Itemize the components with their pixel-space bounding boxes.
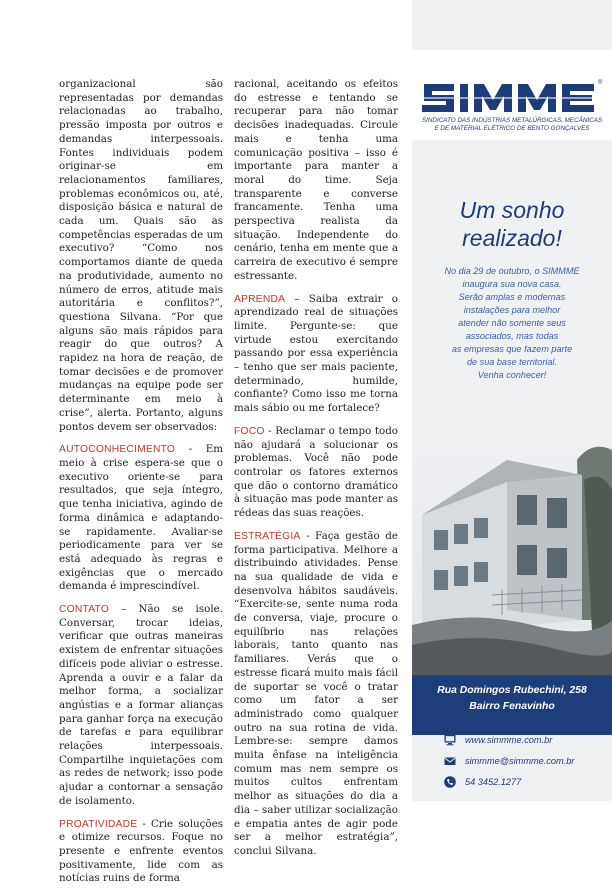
paragraph-contato: CONTATO – Não se isole. Conversar, trocar ideias, verificar que outras maneiras existem de enfrentar situações difíceis pode aliviar o estresse. Aprenda a ouvir e a falar da melhor forma, a socializar angústias e a formar alianças para ganhar força na execução de tarefas e para equilibrar relações interpessoais. Compartilhe inquietações com as redes de network; isso pode ajudar a contornar a sensação de isolamento. (59, 603, 223, 807)
logo-tagline: SINDICATO DAS INDÚSTRIAS METALÚRGICAS, MECÂNICAS E DE MATERIAL ELÉTRICO DE BENTO GONÇALVES (421, 117, 603, 132)
envelope-icon (444, 755, 456, 767)
phone-number[interactable]: 54 3452.1277 (465, 777, 522, 787)
paragraph-foco: FOCO - Reclamar o tempo todo não ajudará a solucionar os problemas. Você não pode controlar os fatores externos que dão o contorno dramático à situação mas pode manter as rédeas das suas reações. (234, 424, 398, 520)
monitor-icon (444, 734, 456, 746)
registered-mark: ® (598, 80, 603, 86)
paragraph: organizacional são representadas por demandas relacionadas ao trabalho, pressão imposta por outros e demandas interpessoais. Fontes individuais podem originar-se em relacionamentos familiares, problemas econômicos ou, até, disposição básica e natural de cada um. Quais são as competências esperadas de um executivo? “Como nos comportamos diante de queda na produtividade, aumento no número de erros, atitude mais autoritária e conflitos?”, questiona Silvana. “Por que alguns são mais rápidos para reagir do que outros? A rapidez na hora de reação, de tomar decisões e de promover mudanças na equipe pode ser determinante em meio à crise”, alerta. Portanto, alguns pontos devem ser observados: (59, 78, 223, 433)
article-column-1 (59, 78, 223, 895)
contact-website[interactable] (444, 734, 552, 746)
keyword-proatividade: PROATIVIDADE (59, 818, 138, 830)
contact-email[interactable] (444, 755, 574, 767)
simmme-logo (420, 78, 598, 118)
simmme-advertisement (412, 0, 612, 801)
keyword-aprenda: APRENDA (234, 293, 286, 305)
paragraph-aprenda: APRENDA – Saiba extrair o aprendizado real de situações limite. Pergunte-se: que virtude estou exercitando passando por essa experiência – tenho que ser mais paciente, determinado, humilde, confiante? Como isso me torna mais sábio ou me fortalece? (234, 292, 398, 415)
keyword-foco: FOCO (234, 425, 265, 437)
address (412, 683, 612, 715)
article-column-2 (234, 78, 398, 868)
building-photo (412, 420, 612, 675)
keyword-contato: CONTATO (59, 604, 110, 616)
paragraph-autoconhecimento: AUTOCONHECIMENTO - Em meio à crise espera-se que o executivo oriente-se para resultados, que seja íntegro, que tenha iniciativa, agindo de forma dinâmica e adaptando-se rapidamente. Avaliar-se periodicamente para ver se está adequado às regras e exigências que o mercado demanda é imprescindível. (59, 443, 223, 593)
paragraph-proatividade: PROATIVIDADE - Crie soluções e otimize recursos. Foque no presente e enfrente eventos positivamente, lide com as notícias ruins de forma (59, 817, 223, 885)
website-link[interactable]: www.simmme.com.br (465, 735, 553, 745)
keyword-autoconhecimento: AUTOCONHECIMENTO (59, 444, 176, 456)
paragraph: racional, aceitando os efeitos do estresse e tentando se recuperar para não tomar decisões inadequadas. Circule mais e tenha uma comunicação positiva – isso é importante para manter a moral do time. Seja transparente e converse francamente. Tenha uma perspectiva realista da situação. Independente do cenário, tenha em mente que a carreira de executivo é sempre estressante. (234, 78, 398, 282)
ad-body-text: No dia 29 de outubro, o SIMMME inaugura sua nova casa. Serão amplas e modernas instalações para melhor atender não somente seus associados, mas todas as empresas que fazem parte de sua base territorial. Venha conhecer! (444, 266, 580, 380)
address-street: Rua Domingos Rubechini, 258 (437, 685, 587, 696)
address-neighborhood: Bairro Fenavinho (469, 701, 555, 712)
paragraph-estrategia: ESTRATÉGIA - Faça gestão de forma participativa. Melhore a distribuindo atividades. Pense na sua qualidade de vida e desenvolva hábitos saudáveis. “Exercite-se, sente numa roda de conversa, viaje, procure o equilíbrio nas relações laborais, tanto quanto nas familiares. Verás que o estresse ficará muito mais fácil de suportar se você o tratar como um fator a ser administrado como qualquer outro na sua rotina de vida. Lembre-se: sempre damos muita ênfase na inteligência comum mas nem sempre os muitos cultos enfrentam melhor as situações do dia a dia – saber utilizar socialização e empatia antes de agir pode ser a melhor estratégia”, conclui Silvana. (234, 529, 398, 857)
phone-icon (444, 776, 456, 788)
email-link[interactable]: simmme@simmme.com.br (465, 756, 575, 766)
ad-headline: Um sonho realizado! (459, 197, 565, 251)
contact-phone[interactable] (444, 776, 521, 788)
keyword-estrategia: ESTRATÉGIA (234, 530, 301, 542)
